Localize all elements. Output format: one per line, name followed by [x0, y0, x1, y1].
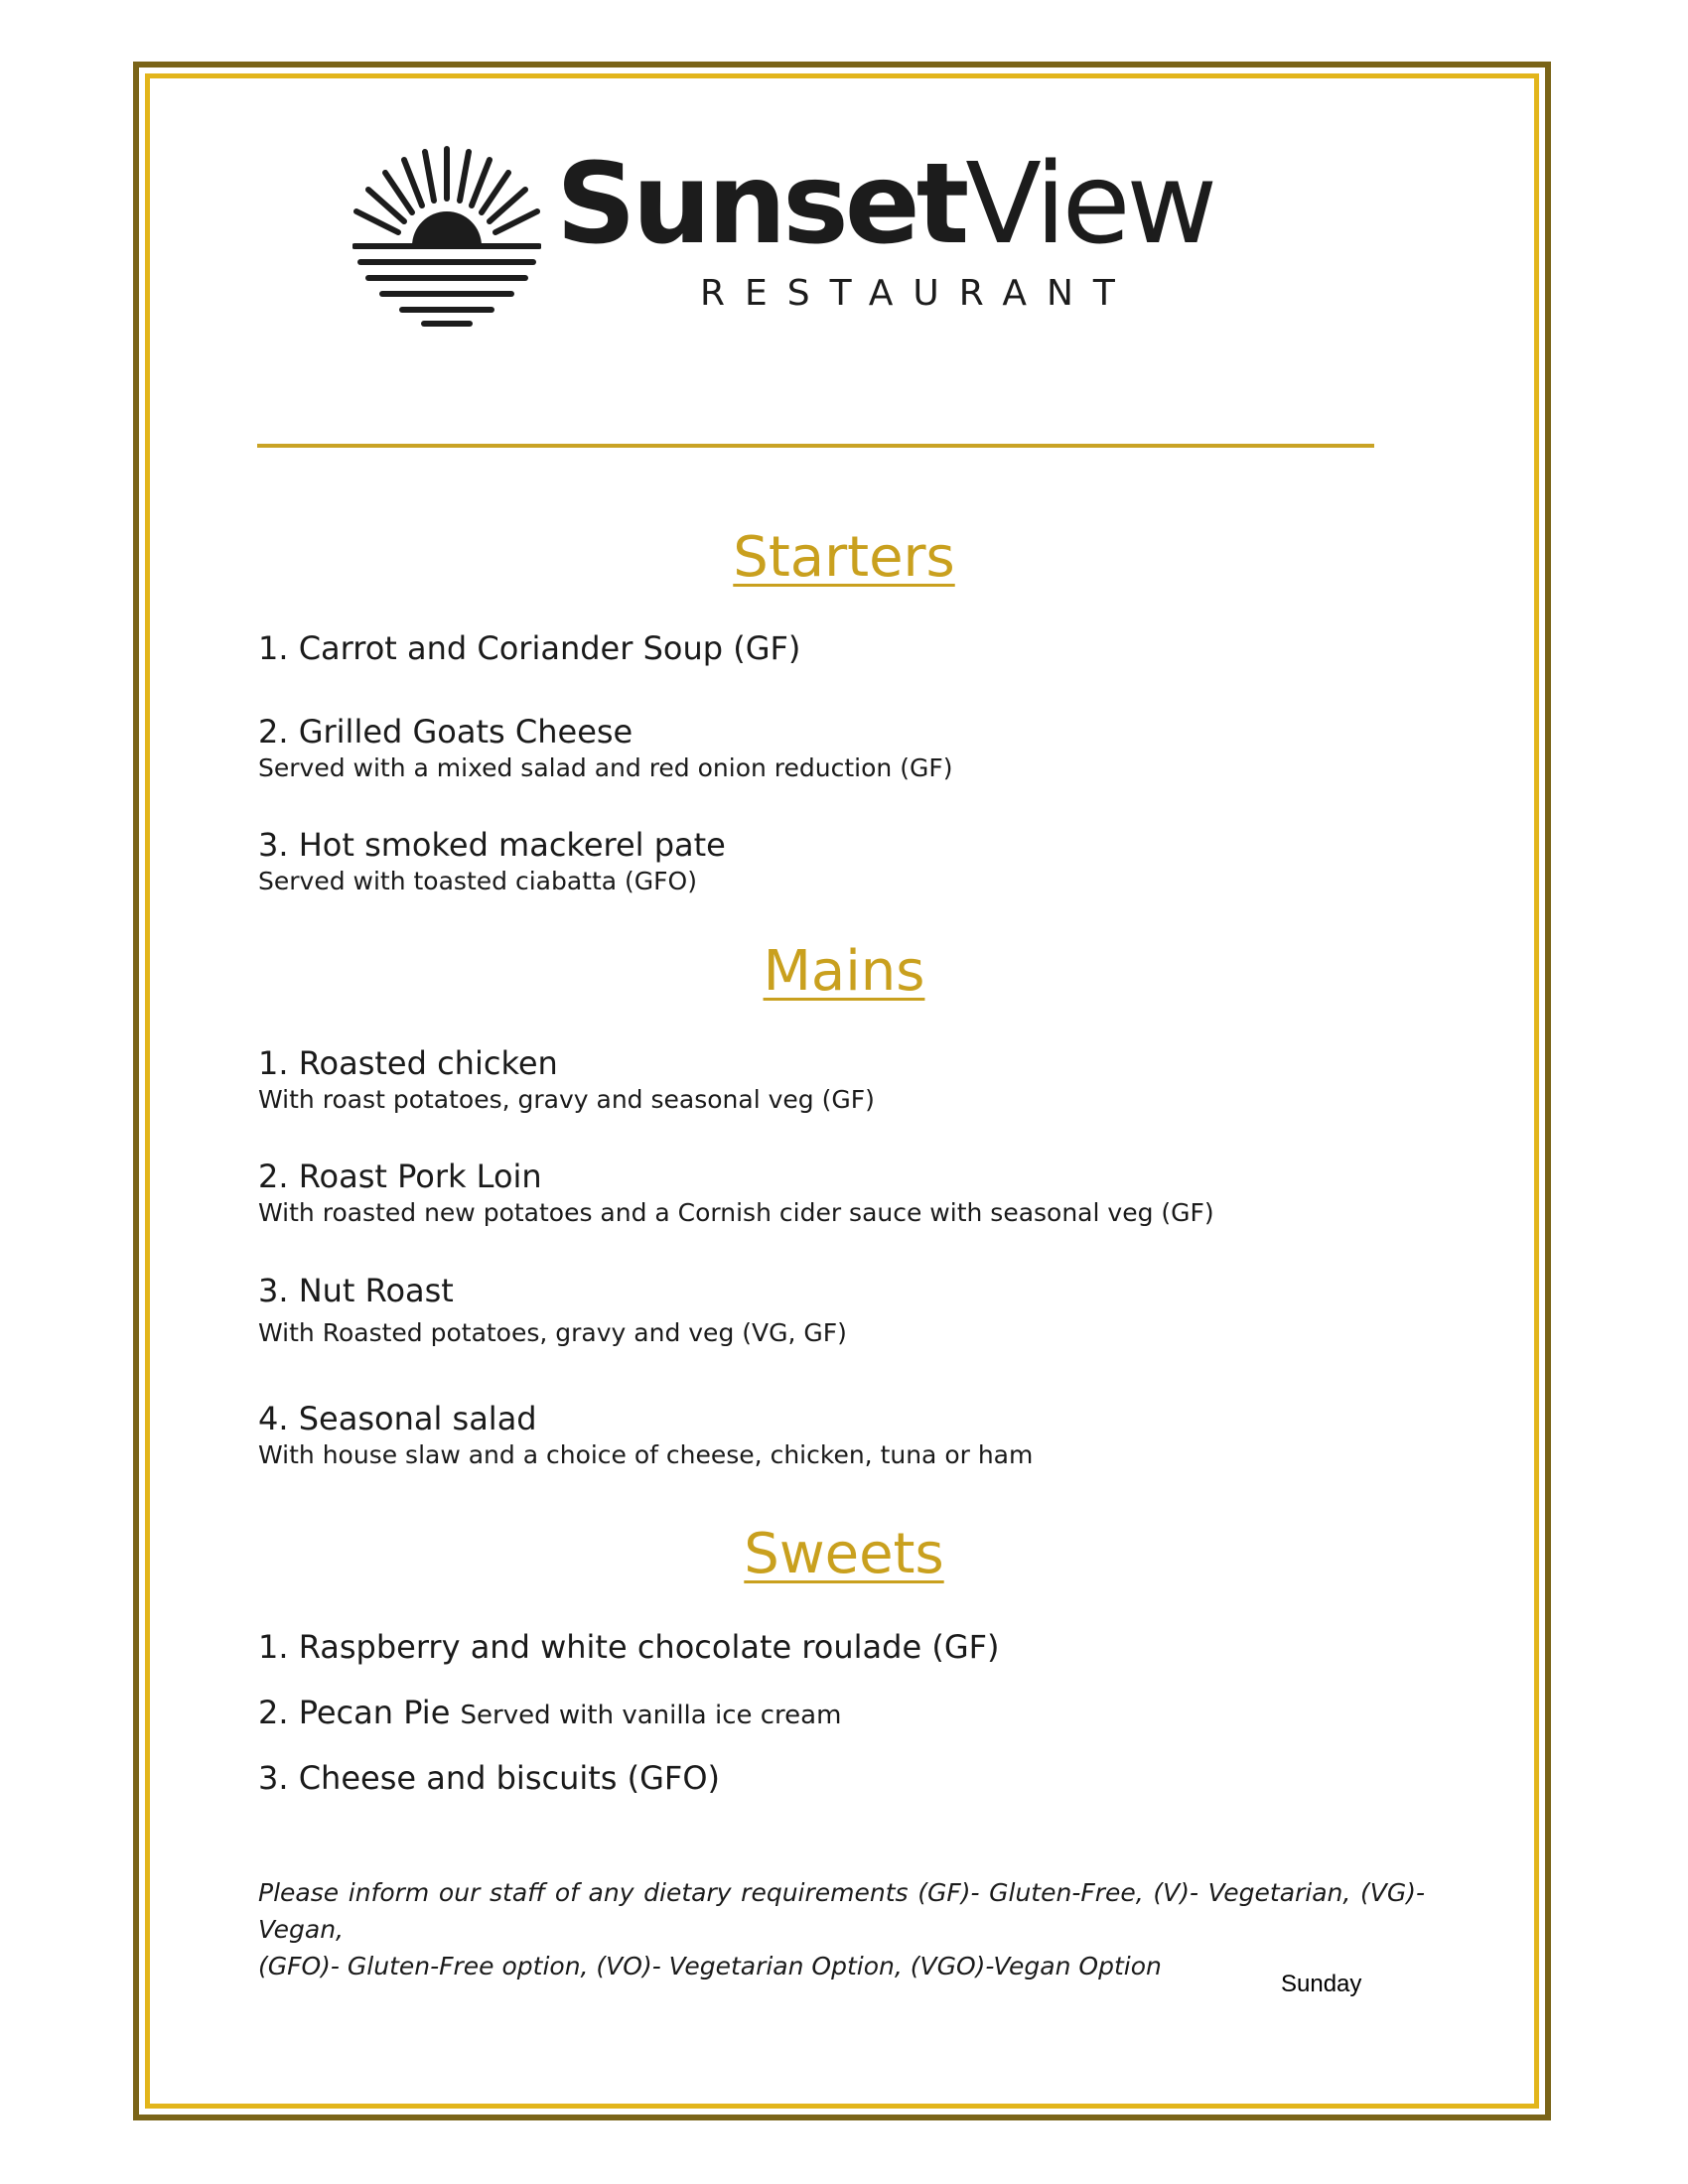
- item-description: With roast potatoes, gravy and seasonal veg (GF): [258, 1085, 875, 1115]
- item-description: Served with vanilla ice cream: [460, 1701, 842, 1730]
- item-description: With house slaw and a choice of cheese, chicken, tuna or ham: [258, 1440, 1034, 1470]
- item-name: 3. Cheese and biscuits (GFO): [258, 1759, 720, 1797]
- item-name: 2. Pecan Pie: [258, 1694, 451, 1731]
- restaurant-logo: [352, 139, 1306, 328]
- item-name: 3. Nut Roast: [258, 1272, 454, 1309]
- item-description: With Roasted potatoes, gravy and veg (VG, GF): [258, 1318, 847, 1348]
- starter-item-2: [258, 713, 1450, 785]
- brand-name-light: View: [965, 140, 1214, 269]
- item-name: 2. Grilled Goats Cheese: [258, 713, 633, 751]
- dietary-notice-line-1: Please inform our staff of any dietary requirements (GF)- Gluten-Free, (V)- Vegetarian, (VG)- Vegan,: [258, 1878, 1425, 1944]
- brand-name-bold: Sunset: [556, 140, 966, 269]
- sunset-logo-icon: [352, 139, 541, 328]
- sweet-item-1: [258, 1628, 1450, 1666]
- header-divider: [257, 444, 1374, 448]
- starter-item-1: [258, 629, 1450, 667]
- dietary-notice-line-2: (GFO)- Gluten-Free option, (VO)- Vegetarian Option, (VGO)-Vegan Option: [258, 1952, 1162, 1980]
- item-name: 1. Carrot and Coriander Soup (GF): [258, 629, 801, 667]
- sweets-heading: Sweets: [744, 1522, 944, 1586]
- item-description: With roasted new potatoes and a Cornish cider sauce with seasonal veg (GF): [258, 1198, 1214, 1228]
- sweet-item-2: [258, 1694, 1450, 1731]
- menu-day: Sunday: [1281, 1971, 1362, 1997]
- dietary-notice: [258, 1874, 1425, 1984]
- item-name-with-description: [258, 1694, 1450, 1731]
- item-name: 3. Hot smoked mackerel pate: [258, 826, 726, 864]
- item-name: 2. Roast Pork Loin: [258, 1158, 542, 1195]
- item-name: 1. Roasted chicken: [258, 1044, 558, 1082]
- main-item-3: [258, 1272, 1450, 1350]
- sweet-item-3: [258, 1759, 1450, 1797]
- main-item-1: [258, 1044, 1450, 1117]
- brand-name: [556, 140, 1214, 269]
- item-name: 1. Raspberry and white chocolate roulade (GF): [258, 1628, 1000, 1666]
- item-name: 4. Seasonal salad: [258, 1400, 537, 1437]
- main-item-2: [258, 1158, 1450, 1230]
- starter-item-3: [258, 826, 1450, 898]
- brand-subtitle: RESTAURANT: [700, 273, 1135, 314]
- item-description: Served with a mixed salad and red onion reduction (GF): [258, 753, 953, 783]
- main-item-4: [258, 1400, 1450, 1472]
- starters-heading: Starters: [733, 525, 955, 590]
- mains-heading: Mains: [763, 939, 925, 1004]
- item-description: Served with toasted ciabatta (GFO): [258, 867, 697, 896]
